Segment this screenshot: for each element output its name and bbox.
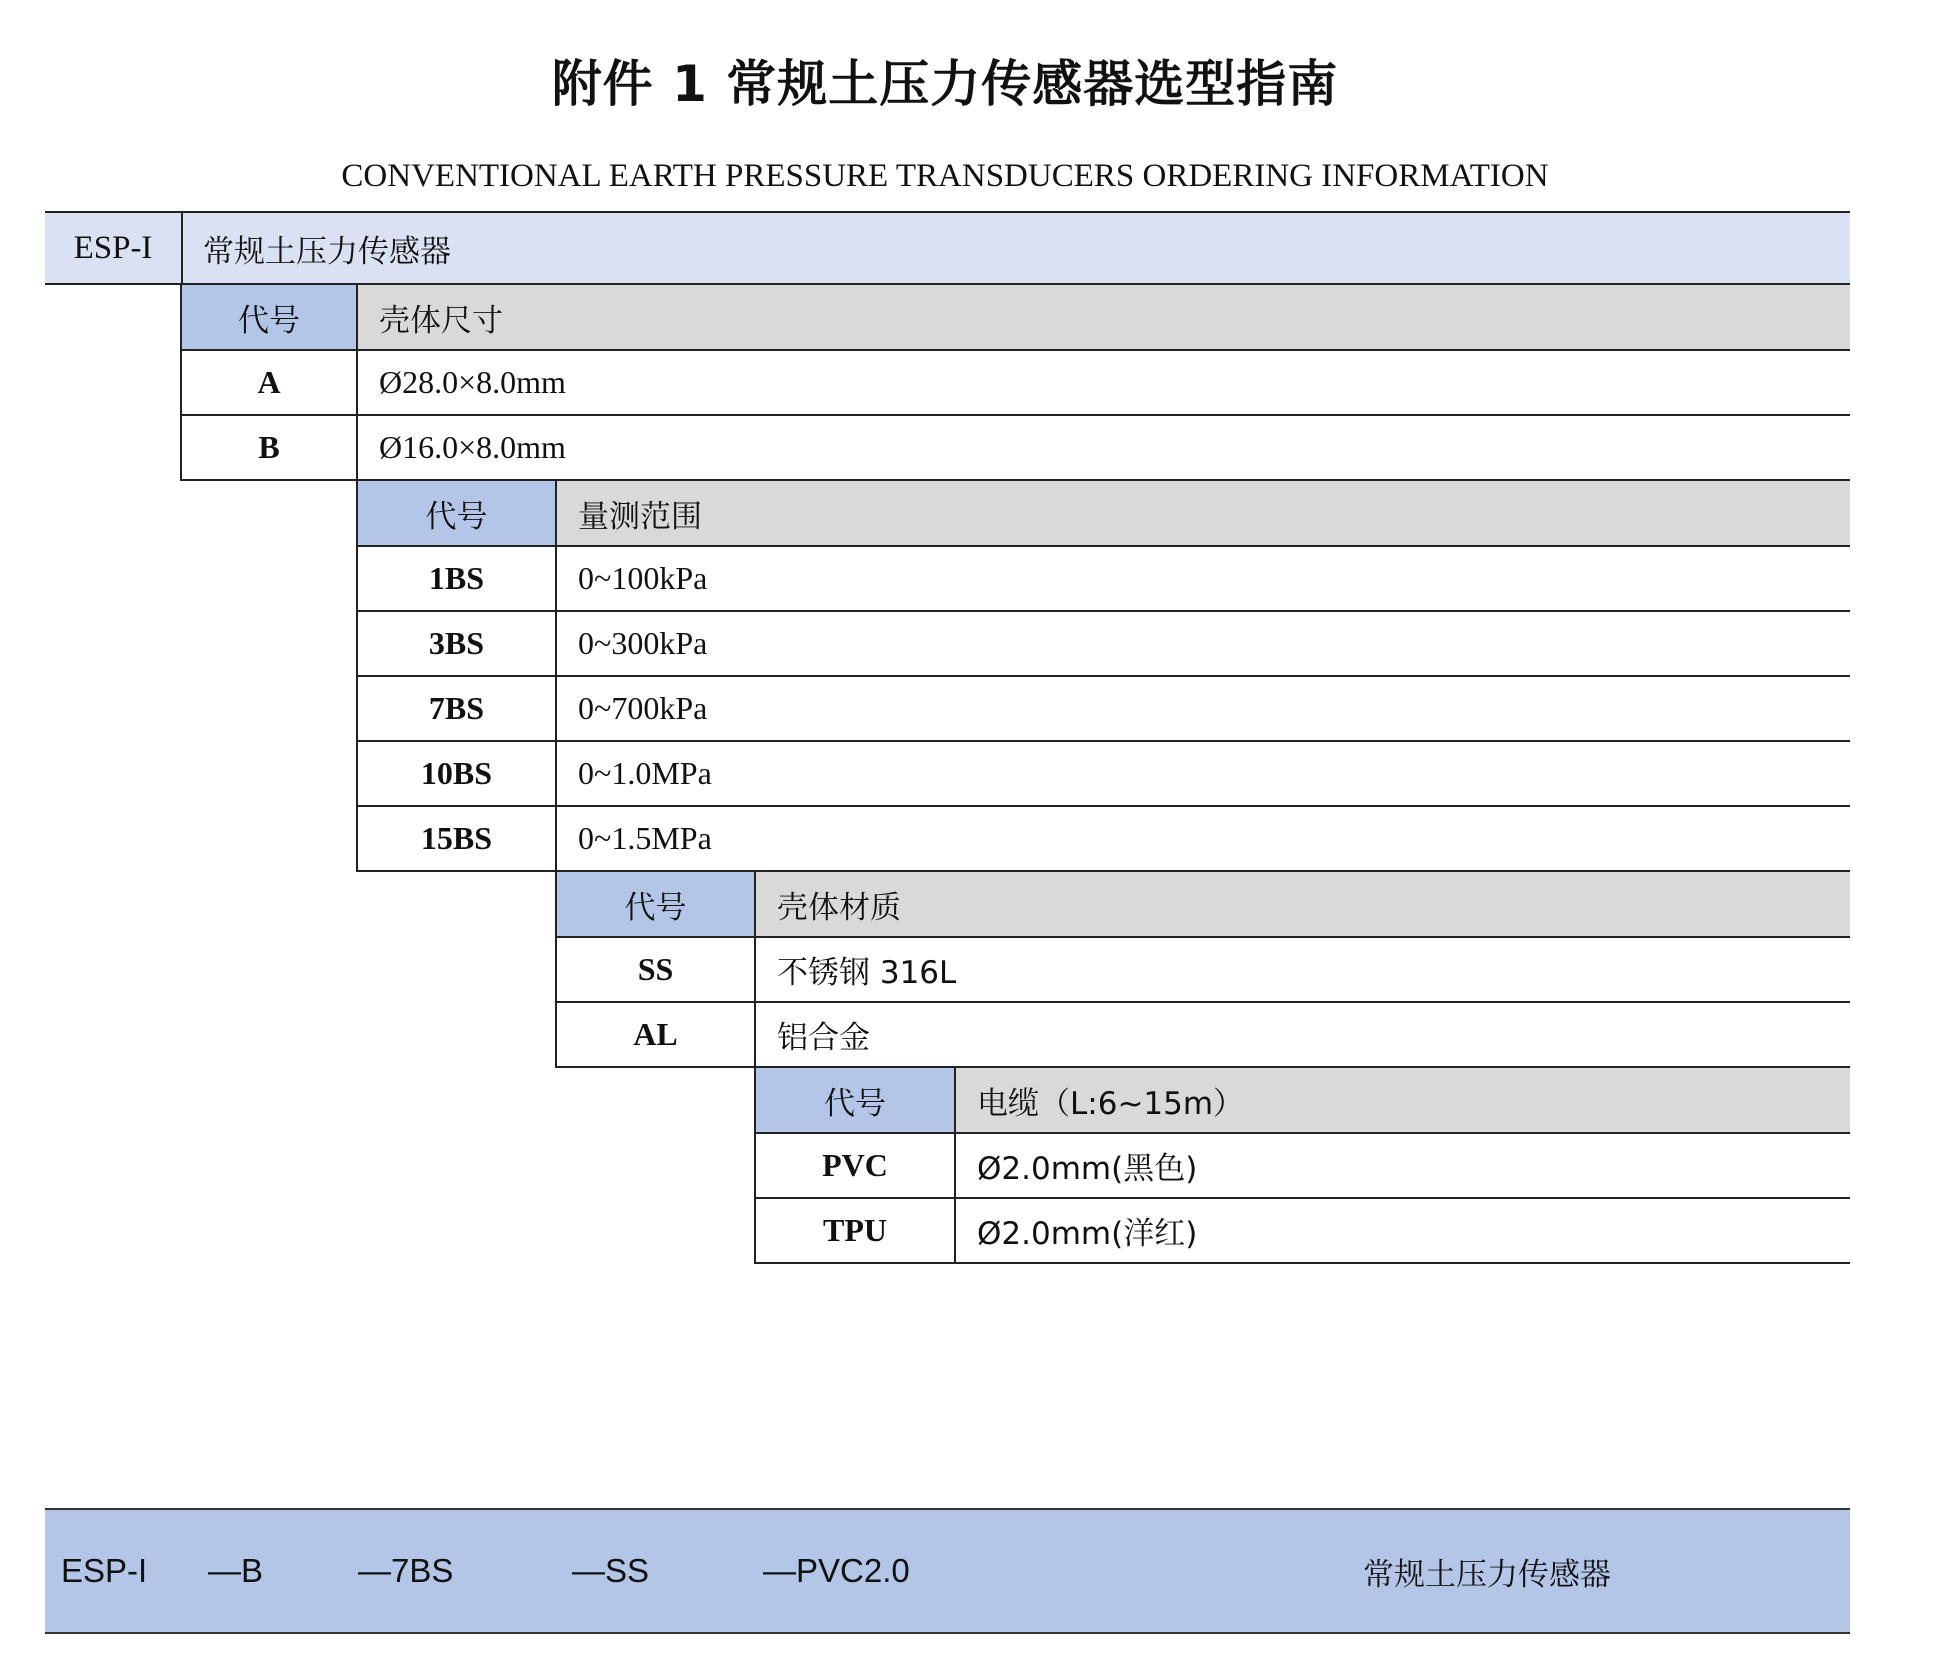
range-desc: 0~100kPa: [578, 559, 708, 596]
ordering-example: [45, 1508, 1850, 1634]
material-code: AL: [633, 1015, 678, 1052]
table-rule: [180, 283, 182, 481]
range-desc: 0~700kPa: [578, 689, 708, 726]
range-desc: 0~1.5MPa: [578, 819, 712, 856]
model-code: ESP-I: [73, 229, 153, 266]
table-rule: [357, 805, 1850, 807]
example-model: ESP-I: [61, 1552, 148, 1589]
range-code: 1BS: [428, 559, 485, 596]
material-header-label: 壳体材质: [755, 872, 1850, 936]
cable-desc: Ø2.0mm(黑色): [977, 1150, 1198, 1187]
housing-size-code: A: [257, 363, 281, 400]
table-rule: [356, 479, 358, 872]
example-size: —B: [208, 1552, 264, 1589]
cable-code: PVC: [822, 1146, 888, 1183]
table-rule: [357, 675, 1850, 677]
table-rule: [181, 414, 1850, 416]
cable-header-label: 电缆（L:6~15m）: [955, 1068, 1850, 1132]
table-rule: [556, 1001, 1850, 1003]
housing-size-header-label: 壳体尺寸: [357, 285, 1850, 349]
material-code: SS: [637, 950, 674, 987]
table-rule: [555, 479, 557, 872]
page-subtitle: CONVENTIONAL EARTH PRESSURE TRANSDUCERS ORDERING INFORMATION: [341, 158, 1549, 194]
table-rule: [181, 349, 1850, 351]
range-code: 15BS: [420, 819, 493, 856]
range-desc: 0~1.0MPa: [578, 754, 712, 791]
table-rule: [356, 283, 358, 481]
range-desc: 0~300kPa: [578, 624, 708, 661]
table-rule: [754, 870, 756, 1068]
table-rule: [755, 1262, 1850, 1264]
material-desc: 铝合金: [777, 1019, 870, 1056]
material-desc: 不锈钢 316L: [777, 954, 957, 991]
housing-size-desc: Ø16.0×8.0mm: [379, 428, 566, 465]
cable-header-code: 代号: [755, 1068, 955, 1132]
table-rule: [555, 870, 557, 1068]
table-rule: [357, 610, 1850, 612]
table-rule: [357, 545, 1850, 547]
material-header-code: 代号: [556, 872, 755, 936]
range-code: 7BS: [428, 689, 485, 726]
table-rule: [357, 740, 1850, 742]
page-title: 附件 1 常规土压力传感器选型指南: [551, 55, 1339, 113]
cable-code: TPU: [823, 1211, 887, 1248]
table-rule: [755, 1197, 1850, 1199]
housing-size-desc: Ø28.0×8.0mm: [379, 363, 566, 400]
example-cable: —PVC2.0: [763, 1552, 910, 1589]
table-rule: [755, 1132, 1850, 1134]
table-rule: [954, 1066, 956, 1264]
table-rule: [556, 936, 1850, 938]
range-code: 3BS: [428, 624, 485, 661]
housing-size-header-code: 代号: [181, 285, 357, 349]
range-code: 10BS: [420, 754, 493, 791]
table-rule: [754, 1066, 756, 1264]
example-name: 常规土压力传感器: [1363, 1556, 1611, 1593]
cable-desc: Ø2.0mm(洋红): [977, 1215, 1198, 1252]
model-name: 常规土压力传感器: [203, 233, 451, 270]
range-header-code: 代号: [357, 481, 556, 545]
example-range: —7BS: [358, 1552, 454, 1589]
example-material: —SS: [572, 1552, 650, 1589]
housing-size-code: B: [258, 428, 280, 465]
range-header-label: 量测范围: [556, 481, 1850, 545]
